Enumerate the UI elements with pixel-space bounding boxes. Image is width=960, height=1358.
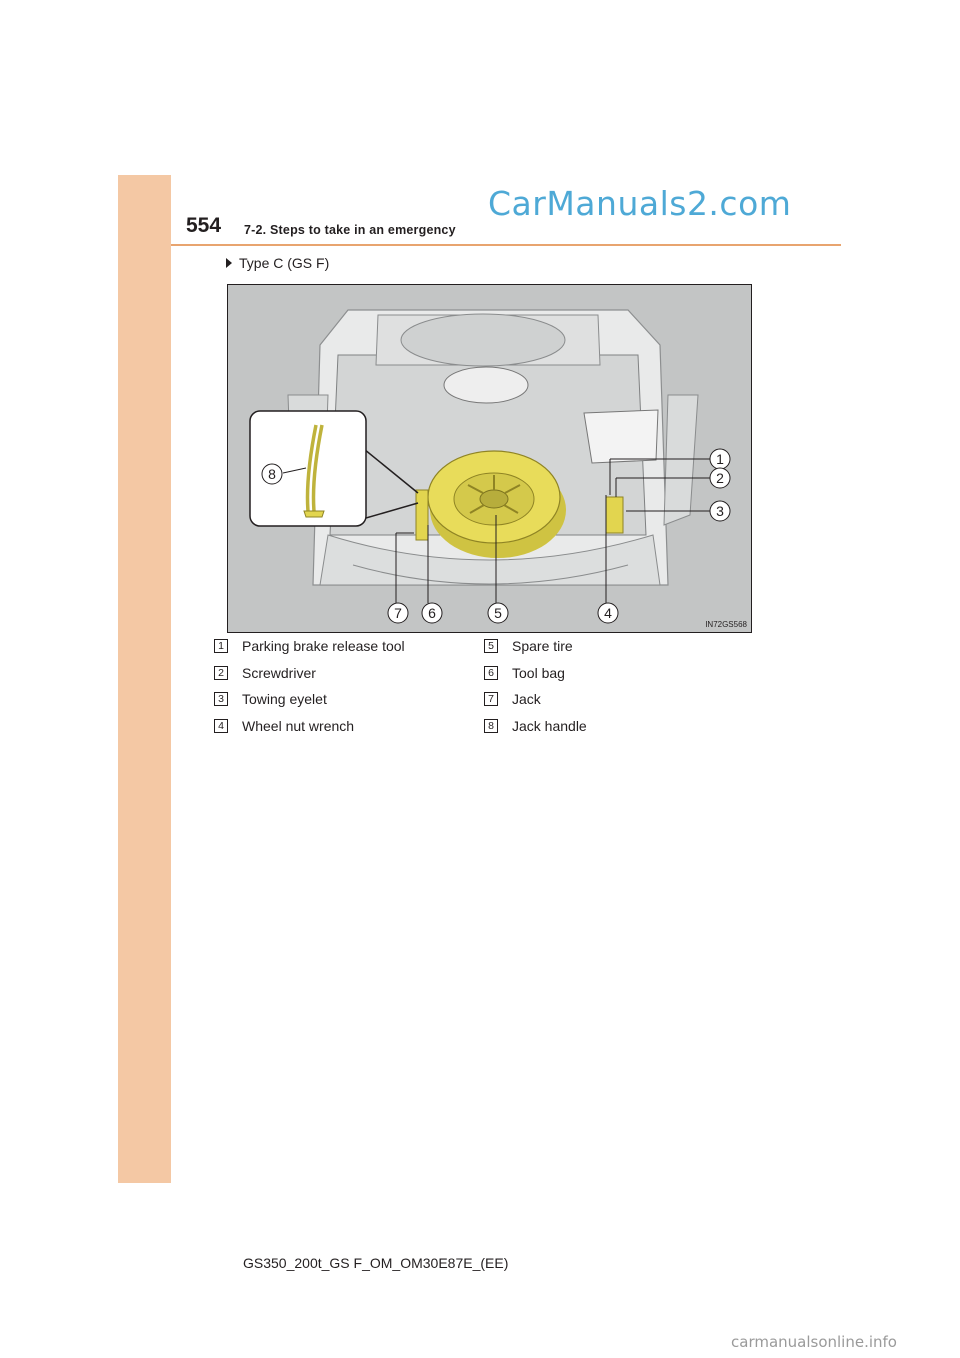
legend-item	[214, 663, 316, 683]
legend-item	[214, 636, 405, 656]
callout-7: 7	[394, 605, 402, 621]
type-label	[226, 255, 329, 271]
legend-number: 4	[214, 719, 228, 733]
legend-label: Towing eyelet	[242, 691, 327, 707]
triangle-bullet-icon	[226, 258, 232, 268]
callout-6: 6	[428, 605, 436, 621]
legend-label: Wheel nut wrench	[242, 718, 355, 734]
legend-number: 2	[214, 666, 228, 680]
legend-label: Screwdriver	[242, 665, 316, 681]
legend-label: Jack	[512, 691, 541, 707]
legend-item	[484, 689, 541, 709]
callout-3: 3	[716, 503, 724, 519]
legend-number: 5	[484, 639, 498, 653]
legend-number: 6	[484, 666, 498, 680]
header-rule	[171, 244, 841, 246]
legend-number: 8	[484, 719, 498, 733]
section-title: 7-2. Steps to take in an emergency	[244, 223, 456, 237]
callout-2: 2	[716, 470, 724, 486]
legend-item	[214, 689, 327, 709]
side-band	[118, 175, 171, 1183]
legend-label: Spare tire	[512, 638, 573, 654]
page-number: 554	[186, 214, 222, 237]
footer-code: GS350_200t_GS F_OM_OM30E87E_(EE)	[243, 1255, 509, 1271]
watermark-bottom: carmanualsonline.info	[731, 1333, 897, 1351]
legend-item	[214, 716, 354, 736]
legend-item	[484, 716, 587, 736]
callout-5: 5	[494, 605, 502, 621]
legend-number: 3	[214, 692, 228, 706]
legend-label: Tool bag	[512, 665, 565, 681]
watermark-top: CarManuals2.com	[488, 184, 792, 223]
legend-number: 7	[484, 692, 498, 706]
callout-1: 1	[716, 451, 724, 467]
figure-code: IN72GS568	[705, 620, 747, 629]
trunk-illustration	[227, 284, 752, 633]
callout-8: 8	[268, 466, 276, 482]
type-label-text: Type C (GS F)	[239, 255, 330, 271]
legend-item	[484, 663, 565, 683]
trunk-drawing	[228, 285, 751, 632]
legend-number: 1	[214, 639, 228, 653]
legend-label: Jack handle	[512, 718, 587, 734]
legend-item	[484, 636, 573, 656]
callout-4: 4	[604, 605, 612, 621]
legend-label: Parking brake release tool	[242, 638, 405, 654]
